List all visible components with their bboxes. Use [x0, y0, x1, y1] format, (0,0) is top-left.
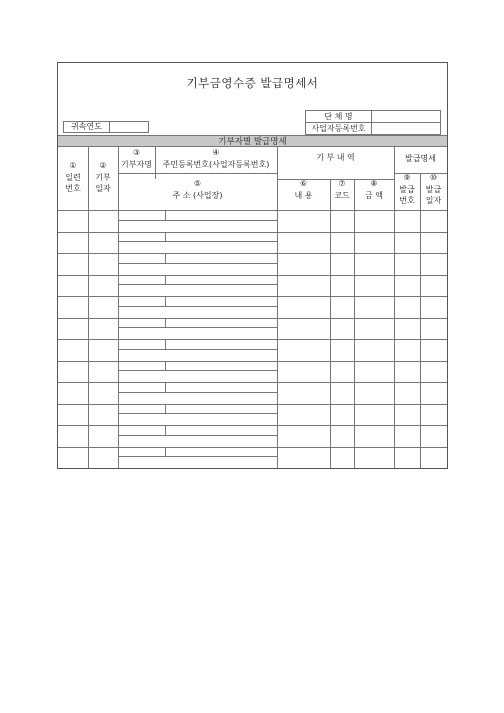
col6-label: 내 용 — [294, 191, 313, 200]
detail-group-label: 기 부 내 역 — [316, 153, 355, 162]
col8-num: ⑧ — [370, 179, 378, 188]
table-row-subdivider — [165, 361, 166, 371]
col5-num: ⑤ — [193, 179, 202, 188]
header-divider — [394, 173, 447, 174]
table-row-line — [58, 447, 447, 448]
table-row-subdivider — [165, 275, 166, 285]
table-row-subline — [118, 220, 277, 221]
table-row-subline — [118, 392, 277, 393]
biz-no-field[interactable] — [371, 122, 441, 135]
col7-label: 코드 — [334, 191, 350, 200]
table-row-subline — [118, 327, 277, 328]
col3-num: ③ — [132, 148, 141, 157]
table-row-subdivider — [165, 296, 166, 306]
col3-label: 기부자명 — [121, 160, 152, 169]
donation-receipt-form — [57, 62, 448, 469]
table-row-subline — [118, 284, 277, 285]
table-row-subdivider — [165, 404, 166, 414]
table-row-line — [58, 339, 447, 340]
header-bottom-line — [58, 210, 447, 211]
table-row-subline — [118, 456, 277, 457]
issue-group-label: 발급명세 — [405, 154, 436, 163]
org-name-label: 단 체 명 — [305, 110, 372, 123]
col9-label: 발급 번호 — [399, 185, 415, 205]
table-row-subdivider — [165, 447, 166, 457]
col4-label: 주민등록번호(사업자등록번호) — [162, 160, 270, 169]
col10-label: 발급 일자 — [425, 185, 442, 205]
table-row-subdivider — [165, 382, 166, 392]
col5-label: 주 소 (사업장) — [172, 191, 223, 200]
table-row-line — [58, 404, 447, 405]
col1-label: 일련 번호 — [65, 173, 81, 193]
table-row-subdivider — [165, 232, 166, 242]
table-row-line — [58, 361, 447, 362]
col2-num: ② — [99, 161, 107, 170]
col9-num: ⑨ — [403, 173, 411, 182]
table-row-subline — [118, 370, 277, 371]
table-row-subdivider — [165, 253, 166, 263]
col-divider — [118, 147, 119, 468]
table-row-subdivider — [165, 425, 166, 435]
header-divider — [277, 179, 394, 180]
table-row-subline — [118, 413, 277, 414]
table-row-line — [58, 296, 447, 297]
year-field[interactable] — [109, 121, 149, 133]
table-row-subdivider — [165, 210, 166, 220]
col-divider — [277, 147, 278, 468]
col7-num: ⑦ — [338, 179, 346, 188]
col1-num: ① — [69, 161, 77, 170]
header-divider — [118, 173, 277, 174]
col2-label: 기부 일자 — [95, 173, 111, 193]
section-header: 기부자별 발급명세 — [58, 135, 447, 147]
col-divider — [155, 147, 156, 179]
table-row-subdivider — [165, 318, 166, 328]
form-title: 기부금영수증 발급명세서 — [186, 76, 319, 90]
col-divider — [88, 147, 89, 468]
table-row-line — [58, 253, 447, 254]
table-row-line — [58, 275, 447, 276]
table-row-subline — [118, 435, 277, 436]
col6-num: ⑥ — [299, 179, 308, 188]
table-row-subline — [118, 306, 277, 307]
table-row-subline — [118, 349, 277, 350]
col-divider — [420, 173, 421, 468]
year-label: 귀속연도 — [63, 121, 110, 133]
biz-no-label: 사업자등록번호 — [305, 122, 372, 135]
table-row-subline — [118, 263, 277, 264]
table-row-line — [58, 232, 447, 233]
table-row-subline — [118, 241, 277, 242]
col-divider — [394, 147, 395, 468]
col10-num: ⑩ — [429, 173, 438, 182]
col4-num: ④ — [212, 148, 220, 157]
table-row-line — [58, 318, 447, 319]
table-row-line — [58, 425, 447, 426]
table-row-subdivider — [165, 339, 166, 349]
col8-label: 금 액 — [365, 191, 383, 200]
table-row-line — [58, 382, 447, 383]
